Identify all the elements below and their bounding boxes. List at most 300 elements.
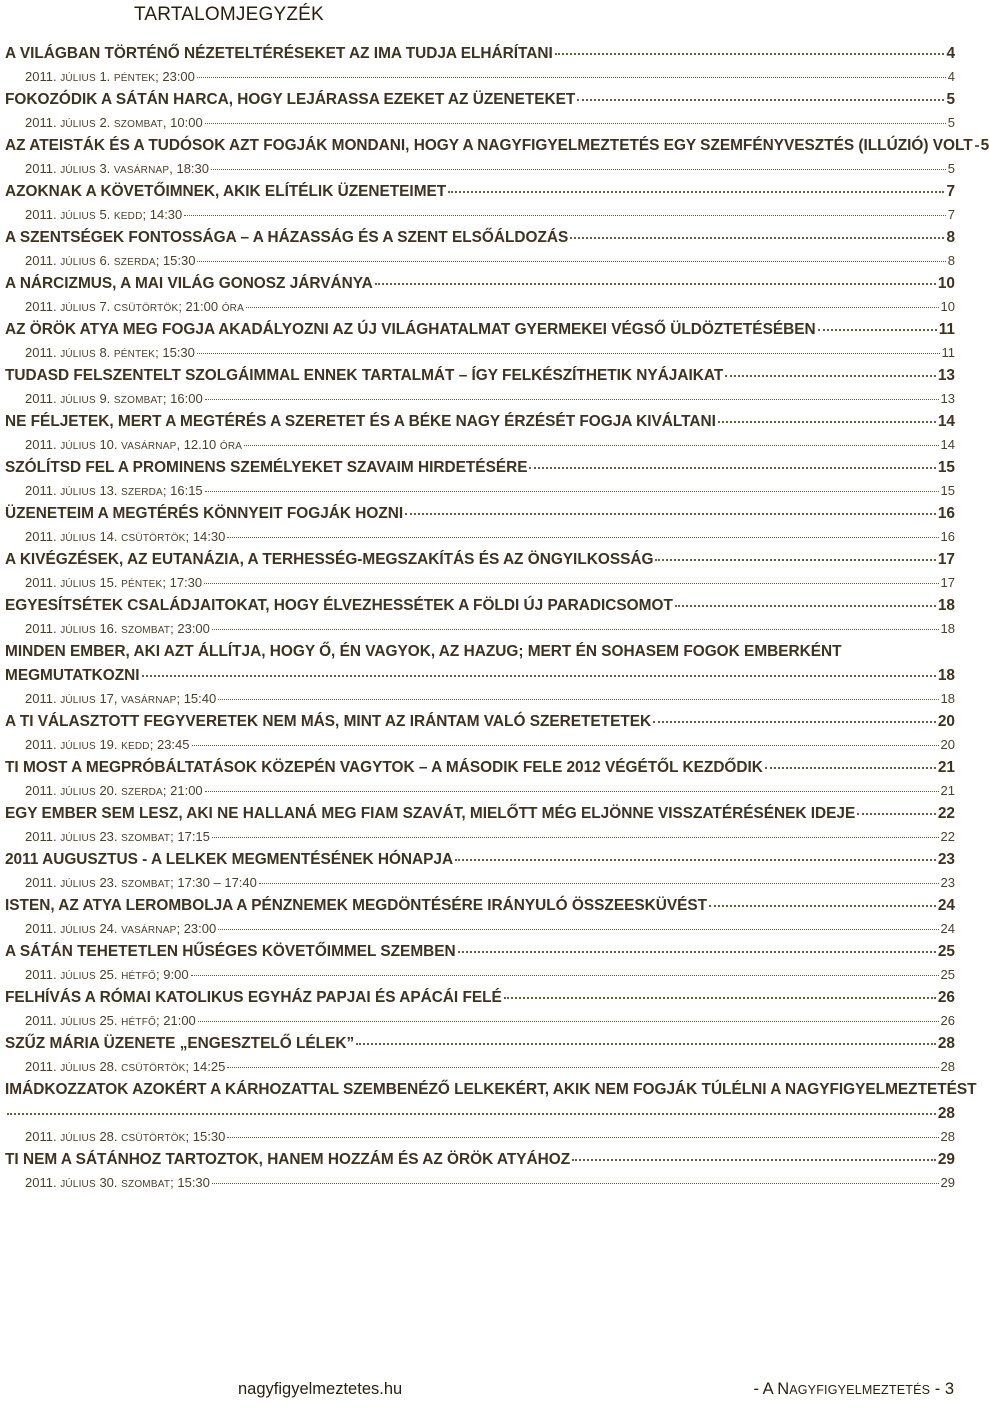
date-part-weekday: CSÜTÖRTÖK (121, 533, 186, 544)
date-part-month: JÚLIUS (60, 211, 96, 222)
toc-entry-title-link[interactable] (5, 364, 955, 388)
toc-entry-date-link[interactable] (5, 688, 955, 710)
dot-leader (244, 445, 938, 446)
date-part-date-pre: 2011. (25, 1013, 61, 1028)
toc-entry-page-number: 17 (937, 551, 955, 568)
dot-leader (205, 123, 946, 124)
toc-entry-page-number: 14 (937, 413, 955, 430)
date-part-weekday: SZOMBAT (121, 1179, 171, 1190)
date-part-weekday: VASÁRNAP (121, 925, 177, 936)
toc-entry-date-link[interactable] (5, 1010, 955, 1032)
toc-entry-title-line1[interactable] (5, 1078, 977, 1102)
date-part-time: ; 23:45 (149, 737, 190, 752)
dot-leader (405, 513, 936, 515)
toc-entry (5, 594, 955, 640)
date-part-time: ; 16:15 (162, 483, 203, 498)
toc-entry-date (25, 480, 203, 504)
toc-entry (5, 640, 955, 710)
toc-entry-page-number: 28 (937, 1105, 955, 1122)
date-part-month: JÚLIUS (60, 579, 96, 590)
toc-entry-page-number: 16 (937, 505, 955, 522)
footer-site-link[interactable]: nagyfigyelmeztetes.hu (238, 1380, 403, 1398)
toc-entry-date-page-number: 24 (940, 921, 955, 936)
date-part-date-pre: 2011. (25, 1059, 61, 1074)
toc-entry-date (25, 158, 209, 182)
date-part-month: JÚLIUS (60, 257, 96, 268)
date-part-date-pre: 2011. (25, 299, 61, 314)
date-part-day-num: 28. (95, 1129, 122, 1144)
dot-leader (356, 1043, 936, 1045)
date-part-weekday: CSÜTÖRTÖK (113, 303, 179, 314)
toc-entry-date-link[interactable] (5, 112, 955, 134)
toc-entry-date-page-number: 10 (940, 299, 955, 314)
date-part-day-num: 28. (95, 1059, 122, 1074)
date-part-weekday: HÉTFŐ (121, 1017, 157, 1028)
toc-entry-title-link[interactable] (5, 756, 955, 780)
toc-entry (5, 1148, 955, 1194)
date-part-weekday: PÉNTEK (121, 579, 163, 590)
date-part-day-num: 7. (95, 299, 114, 314)
dot-leader (765, 767, 936, 769)
date-part-month: JÚLIUS (60, 73, 96, 84)
toc-entry-title-text: MINDEN EMBER, AKI AZT ÁLLÍTJA, HOGY Ő, ÉN VAGYOK, AZ HAZUG; MERT ÉN SOHASEM FOGOK EMBERKÉNT (5, 643, 842, 660)
toc-entry-date-link[interactable] (5, 296, 955, 318)
toc-entry-title-link[interactable] (5, 88, 955, 112)
toc-entry-page-number: 7 (946, 183, 955, 200)
toc-entry-title-text: EGY EMBER SEM LESZ, AKI NE HALLANÁ MEG FIAM SZAVÁT, MIELŐTT MÉG ELJÖNNE VISSZATÉRÉSÉNEK IDEJE (5, 805, 856, 822)
dot-leader (227, 1137, 938, 1138)
toc-entry-title-text: IMÁDKOZZATOK AZOKÉRT A KÁRHOZATTAL SZEMBENÉZŐ LELKEKÉRT, AKIK NEM FOGJÁK TÚLÉLNI A NAGYFIGYELMEZTETÉST (5, 1081, 977, 1098)
date-part-time: ; 15:30 (185, 1129, 226, 1144)
date-part-time: , 10:00 (162, 115, 203, 130)
date-part-time: , 12.10 (176, 437, 220, 452)
toc-entry-page-number: 29 (937, 1151, 955, 1168)
toc-entry-title-text: A SZENTSÉGEK FONTOSSÁGA – A HÁZASSÁG ÉS A SZENT ELSŐÁLDOZÁS (5, 229, 569, 246)
date-part-weekday: HÉTFŐ (121, 971, 157, 982)
date-part-day-num: 6. (95, 253, 114, 268)
date-part-day-num: 15. (95, 575, 122, 590)
toc-entry-title-text: AZOKNAK A KÖVETŐIMNEK, AKIK ELÍTÉLIK ÜZENETEIMET (5, 183, 447, 200)
date-part-weekday: VASÁRNAP (113, 165, 170, 176)
toc-entry-title-text: 2011 AUGUSZTUS - A LELKEK MEGMENTÉSÉNEK HÓNAPJA (5, 851, 454, 868)
toc-entry-page-number: 23 (937, 851, 955, 868)
date-part-month: JÚLIUS (60, 741, 96, 752)
toc-entry-title-text: ISTEN, AZ ATYA LEROMBOLJA A PÉNZNEMEK MEGDÖNTÉSÉRE IRÁNYULÓ ÖSSZEESKÜVÉST (5, 897, 708, 914)
toc-entry (5, 848, 955, 894)
toc-entry-title-line1[interactable] (5, 640, 955, 664)
dot-leader (458, 951, 936, 953)
toc-entry-title-text: TUDASD FELSZENTELT SZOLGÁIMMAL ENNEK TARTALMÁT – ÍGY FELKÉSZÍTHETIK NYÁJAIKAT (5, 367, 724, 384)
date-part-time-suffix: ÓRA (221, 303, 244, 314)
toc-entry-date-page-number: 14 (940, 437, 955, 452)
dot-leader (212, 629, 939, 630)
date-part-time: ; 17:30 – 17:40 (170, 875, 257, 890)
toc-entry-date-link[interactable] (5, 250, 955, 272)
toc-entry-title-text: A NÁRCIZMUS, A MAI VILÁG GONOSZ JÁRVÁNYA (5, 275, 373, 292)
toc-entry (5, 940, 955, 986)
date-part-day-num: 3. (95, 161, 114, 176)
toc-entry-date-page-number: 5 (947, 161, 955, 176)
date-part-time: ; 17:30 (162, 575, 203, 590)
toc-entry-title-link[interactable] (5, 1102, 955, 1126)
dot-leader (197, 353, 940, 354)
date-part-date-pre: 2011. (25, 207, 61, 222)
date-part-day-num: 16. (95, 621, 122, 636)
date-part-month: JÚLIUS (60, 1063, 96, 1074)
table-of-contents (5, 42, 989, 1194)
toc-entry-date-link[interactable] (5, 342, 955, 364)
toc-entry-date-link[interactable] (5, 1056, 955, 1078)
footer-prefix: - A (753, 1380, 778, 1398)
dot-leader (246, 307, 939, 308)
footer-small-caps: AGYFIGYELMEZTETÉS (789, 1383, 931, 1397)
dot-leader (218, 699, 938, 700)
toc-entry-title-link[interactable] (5, 272, 955, 296)
toc-entry (5, 456, 955, 502)
toc-entry-date-page-number: 15 (940, 483, 955, 498)
toc-entry-title-text: SZÓLÍTSD FEL A PROMINENS SZEMÉLYEKET SZAVAIM HIRDETÉSÉRE (5, 459, 528, 476)
toc-entry-page-number: 5 (980, 137, 989, 154)
toc-entry-date (25, 826, 210, 850)
date-part-date-pre: 2011. (25, 691, 61, 706)
toc-entry-title-link[interactable] (5, 180, 955, 204)
date-part-month: JÚLIUS (60, 833, 96, 844)
date-part-weekday: SZOMBAT (121, 879, 171, 890)
dot-leader (184, 215, 945, 216)
date-part-date-pre: 2011. (25, 829, 61, 844)
toc-entry-date (25, 66, 195, 90)
toc-entry (5, 42, 955, 88)
toc-entry-date-link[interactable] (5, 204, 955, 226)
toc-entry-date-page-number: 28 (940, 1129, 955, 1144)
date-part-month: JÚLIUS (60, 925, 96, 936)
date-part-day-num: 10. (95, 437, 122, 452)
toc-entry-date-link[interactable] (5, 434, 955, 456)
toc-entry-title-text: A SÁTÁN TEHETETLEN HŰSÉGES KÖVETŐIMMEL SZEMBEN (5, 943, 456, 960)
toc-entry-title-text: FELHÍVÁS A RÓMAI KATOLIKUS EGYHÁZ PAPJAI ÉS APÁCÁI FELÉ (5, 989, 502, 1006)
toc-entry-page-number: 26 (937, 989, 955, 1006)
dot-leader (818, 329, 937, 331)
toc-entry-date (25, 872, 257, 896)
toc-entry-date-link[interactable] (5, 964, 955, 986)
toc-entry-date (25, 296, 244, 320)
date-part-day-num: 14. (95, 529, 122, 544)
toc-entry-date-link[interactable] (5, 1172, 955, 1194)
date-part-time: ; 17:15 (170, 829, 210, 844)
date-part-time: ; 15:30 (170, 1175, 210, 1190)
toc-entry-title-link[interactable] (5, 986, 955, 1010)
toc-entry-page-number: 25 (937, 943, 955, 960)
date-part-date-pre: 2011. (25, 875, 61, 890)
toc-entry (5, 364, 955, 410)
date-part-time: ; 21:00 (162, 783, 203, 798)
date-part-time: ; 15:40 (176, 691, 217, 706)
toc-entry-date-page-number: 28 (940, 1059, 955, 1074)
date-part-time: ; 21:00 (156, 1013, 196, 1028)
toc-entry-page-number: 22 (937, 805, 955, 822)
date-part-date-pre: 2011. (25, 529, 61, 544)
date-part-time: ; 14:30 (185, 529, 226, 544)
toc-entry-date (25, 734, 190, 758)
date-part-month: JÚLIUS (60, 695, 96, 706)
toc-entry-date-link[interactable] (5, 480, 955, 502)
toc-entry-title-text: A KIVÉGZÉSEK, AZ EUTANÁZIA, A TERHESSÉG-MEGSZAKÍTÁS ÉS AZ ÖNGYILKOSSÁG (5, 551, 654, 568)
toc-entry-date-page-number: 21 (940, 783, 955, 798)
date-part-weekday: SZERDA (121, 487, 163, 498)
toc-entry-date-link[interactable] (5, 526, 955, 548)
toc-entry-date-link[interactable] (5, 734, 955, 756)
toc-entry (5, 134, 989, 180)
toc-entry-title-link[interactable] (5, 456, 955, 480)
toc-entry (5, 894, 955, 940)
dot-leader (709, 905, 936, 907)
toc-entry-title-link[interactable] (5, 894, 955, 918)
toc-entry (5, 226, 955, 272)
footer-big-letter: N (777, 1380, 790, 1398)
toc-entry-title-link[interactable] (5, 940, 955, 964)
toc-entry-title-text: TI NEM A SÁTÁNHOZ TARTOZTOK, HANEM HOZZÁM ÉS AZ ÖRÖK ATYÁHOZ (5, 1151, 571, 1168)
date-part-weekday: VASÁRNAP (121, 695, 177, 706)
toc-entry-date-page-number: 18 (940, 621, 955, 636)
date-part-day-num: 20. (95, 783, 122, 798)
toc-entry-date (25, 918, 216, 942)
dot-leader (192, 745, 939, 746)
date-part-month: JÚLIUS (60, 879, 96, 890)
toc-entry-date-page-number: 26 (940, 1013, 955, 1028)
date-part-time: ; 9:00 (156, 967, 189, 982)
toc-entry (5, 88, 955, 134)
toc-entry (5, 502, 955, 548)
dot-leader (529, 467, 935, 469)
date-part-month: JÚLIUS (60, 303, 96, 314)
date-part-date-pre: 2011. (25, 621, 61, 636)
toc-entry-date-link[interactable] (5, 158, 955, 180)
toc-entry-date (25, 572, 202, 596)
toc-entry-date (25, 526, 225, 550)
dot-leader (191, 975, 939, 976)
date-part-month: JÚLIUS (60, 165, 96, 176)
dot-leader (577, 99, 944, 101)
toc-entry-date-link[interactable] (5, 572, 955, 594)
dot-leader (212, 837, 939, 838)
toc-entry-title-link[interactable] (5, 710, 955, 734)
toc-entry-title-link[interactable] (5, 226, 955, 250)
footer-page-number: - 3 (930, 1380, 954, 1398)
dot-leader (555, 53, 945, 55)
dot-leader (227, 1067, 938, 1068)
toc-entry (5, 410, 955, 456)
toc-entry-date-link[interactable] (5, 1126, 955, 1148)
toc-entry-page-number: 15 (937, 459, 955, 476)
dot-leader (211, 169, 946, 170)
dot-leader (653, 721, 936, 723)
dot-leader (857, 813, 936, 815)
date-part-date-pre: 2011. (25, 967, 61, 982)
toc-entry-title-text: FOKOZÓDIK A SÁTÁN HARCA, HOGY LEJÁRASSA EZEKET AZ ÜZENETEKET (5, 91, 576, 108)
toc-entry-title-text: AZ ATEISTÁK ÉS A TUDÓSOK AZT FOGJÁK MONDANI, HOGY A NAGYFIGYELMEZTETÉS EGY SZEMFÉNYVESZTÉS (ILLÚZIÓ) VOLT (5, 137, 973, 154)
dot-leader (212, 1183, 939, 1184)
toc-entry-date-page-number: 4 (947, 69, 955, 84)
toc-entry-date-page-number: 7 (947, 207, 955, 222)
date-part-weekday: KEDD (121, 741, 150, 752)
dot-leader (718, 421, 936, 423)
date-part-day-num: 24. (95, 921, 122, 936)
footer-page-label (753, 1380, 954, 1399)
toc-entry-title-text: SZŰZ MÁRIA ÜZENETE „ENGESZTELŐ LÉLEK” (5, 1035, 355, 1052)
toc-entry-title-link[interactable] (5, 134, 989, 158)
toc-entry-title-link[interactable] (5, 802, 955, 826)
dot-leader (198, 1021, 939, 1022)
toc-entry-date-page-number: 20 (940, 737, 955, 752)
toc-entry-date-link[interactable] (5, 918, 955, 940)
date-part-weekday: CSÜTÖRTÖK (121, 1063, 186, 1074)
toc-entry-date-page-number: 13 (940, 391, 955, 406)
date-part-date-pre: 2011. (25, 1175, 61, 1190)
toc-entry-title-link[interactable] (5, 664, 955, 688)
date-part-month: JÚLIUS (60, 1179, 96, 1190)
date-part-day-num: 8. (95, 345, 114, 360)
toc-entry-title-link[interactable] (5, 848, 955, 872)
toc-entry-page-number: 4 (946, 45, 955, 62)
dot-leader (205, 791, 939, 792)
toc-entry-page-number: 18 (937, 667, 955, 684)
date-part-day-num: 5. (95, 207, 114, 222)
date-part-weekday: PÉNTEK (113, 73, 156, 84)
toc-entry (5, 756, 955, 802)
date-part-day-num: 1. (95, 69, 114, 84)
toc-entry (5, 318, 955, 364)
toc-entry-page-number: 8 (946, 229, 955, 246)
date-part-weekday: SZOMBAT (113, 395, 163, 406)
toc-entry-page-number: 21 (937, 759, 955, 776)
date-part-month: JÚLIUS (60, 533, 96, 544)
toc-entry-title-text: TI MOST A MEGPRÓBÁLTATÁSOK KÖZEPÉN VAGYTOK – A MÁSODIK FELE 2012 VÉGÉTŐL KEZDŐDIK (5, 759, 763, 776)
toc-entry-date (25, 780, 203, 804)
toc-entry-title-link[interactable] (5, 548, 955, 572)
dot-leader (7, 1113, 936, 1115)
toc-entry-title-text: EGYESÍTSÉTEK CSALÁDJAITOKAT, HOGY ÉLVEZHESSÉTEK A FÖLDI ÚJ PARADICSOMOT (5, 597, 673, 614)
toc-entry-date (25, 342, 195, 366)
toc-entry-title-link[interactable] (5, 410, 955, 434)
date-part-time: ; 23:00 (176, 921, 217, 936)
toc-entry-date-link[interactable] (5, 66, 955, 88)
date-part-time-suffix: ÓRA (219, 441, 243, 452)
date-part-day-num: 13. (95, 483, 122, 498)
date-part-date-pre: 2011. (25, 253, 61, 268)
toc-entry-date-page-number: 11 (941, 345, 955, 360)
date-part-month: JÚLIUS (60, 1133, 96, 1144)
date-part-month: JÚLIUS (60, 1017, 96, 1028)
date-part-date-pre: 2011. (25, 783, 61, 798)
date-part-weekday: SZERDA (121, 787, 163, 798)
toc-entry-page-number: 18 (937, 597, 955, 614)
date-part-month: JÚLIUS (60, 349, 96, 360)
page-title: TARTALOMJEGYZÉK (134, 4, 324, 25)
toc-entry (5, 1032, 955, 1078)
date-part-time: ; 15:30 (155, 253, 196, 268)
toc-entry-date (25, 250, 195, 274)
toc-entry (5, 986, 955, 1032)
date-part-date-pre: 2011. (25, 391, 61, 406)
date-part-date-pre: 2011. (25, 575, 61, 590)
toc-entry-date-link[interactable] (5, 388, 955, 410)
date-part-time: ; 23:00 (170, 621, 210, 636)
dot-leader (205, 399, 939, 400)
date-part-weekday: SZOMBAT (121, 833, 171, 844)
toc-entry (5, 548, 955, 594)
date-part-day-num: 25. (95, 967, 122, 982)
toc-entry-date (25, 1126, 225, 1150)
toc-entry-date-link[interactable] (5, 618, 955, 640)
dot-leader (259, 883, 939, 884)
toc-entry-date-page-number: 16 (940, 529, 955, 544)
date-part-month: JÚLIUS (60, 395, 96, 406)
toc-entry-date-page-number: 25 (940, 967, 955, 982)
toc-entry-date-page-number: 8 (947, 253, 955, 268)
date-part-day-num: 17, (95, 691, 122, 706)
toc-entry-page-number: 10 (937, 275, 955, 292)
toc-entry (5, 802, 955, 848)
dot-leader (375, 283, 936, 285)
toc-entry-page-number: 20 (937, 713, 955, 730)
toc-entry-title-text: A VILÁGBAN TÖRTÉNŐ NÉZETELTÉRÉSEKET AZ IMA TUDJA ELHÁRÍTANI (5, 45, 553, 62)
toc-entry-date-link[interactable] (5, 780, 955, 802)
dot-leader (504, 997, 936, 999)
toc-entry-date-page-number: 23 (940, 875, 955, 890)
toc-entry (5, 180, 955, 226)
toc-entry-title-link[interactable] (5, 594, 955, 618)
date-part-day-num: 9. (95, 391, 114, 406)
toc-entry-title-text: NE FÉLJETEK, MERT A MEGTÉRÉS A SZERETET ÉS A BÉKE NAGY ÉRZÉSÉT FOGJA KIVÁLTANI (5, 413, 716, 430)
date-part-time: ; 23:00 (155, 69, 195, 84)
dot-leader (655, 559, 935, 561)
date-part-time: ; 15:30 (155, 345, 195, 360)
dot-leader (725, 375, 936, 377)
toc-entry-title-link[interactable] (5, 318, 955, 342)
toc-entry-date (25, 688, 216, 712)
date-part-day-num: 23. (95, 875, 122, 890)
date-part-date-pre: 2011. (25, 345, 61, 360)
dot-leader (204, 583, 938, 584)
toc-entry-title-link[interactable] (5, 42, 955, 66)
toc-entry-title-text: AZ ÖRÖK ATYA MEG FOGJA AKADÁLYOZNI AZ ÚJ VILÁGHATALMAT GYERMEKEI VÉGSŐ ÜLDÖZTETÉSÉBEN (5, 321, 816, 338)
toc-entry-title-link[interactable] (5, 502, 955, 526)
toc-entry-title-text: ÜZENETEIM A MEGTÉRÉS KÖNNYEIT FOGJÁK HOZNI (5, 505, 404, 522)
date-part-weekday: CSÜTÖRTÖK (121, 1133, 186, 1144)
date-part-time: ; 21:00 (178, 299, 222, 314)
toc-entry-date (25, 1056, 225, 1080)
toc-entry-date-page-number: 18 (940, 691, 955, 706)
toc-entry-title-link[interactable] (5, 1148, 955, 1172)
toc-entry-date (25, 1010, 196, 1034)
date-part-time: ; 16:00 (162, 391, 203, 406)
toc-entry-date-link[interactable] (5, 826, 955, 848)
date-part-time: ; 14:25 (185, 1059, 226, 1074)
date-part-weekday: KEDD (113, 211, 143, 222)
toc-entry-page-number: 24 (937, 897, 955, 914)
dot-leader (455, 859, 936, 861)
toc-entry-page-number: 5 (946, 91, 955, 108)
toc-entry-date-page-number: 5 (947, 115, 955, 130)
date-part-date-pre: 2011. (25, 69, 61, 84)
toc-entry-date (25, 388, 203, 412)
toc-entry-title-link[interactable] (5, 1032, 955, 1056)
toc-entry-date-link[interactable] (5, 872, 955, 894)
date-part-weekday: SZOMBAT (121, 625, 171, 636)
date-part-date-pre: 2011. (25, 737, 61, 752)
dot-leader (205, 491, 939, 492)
toc-entry-page-number: 28 (937, 1035, 955, 1052)
